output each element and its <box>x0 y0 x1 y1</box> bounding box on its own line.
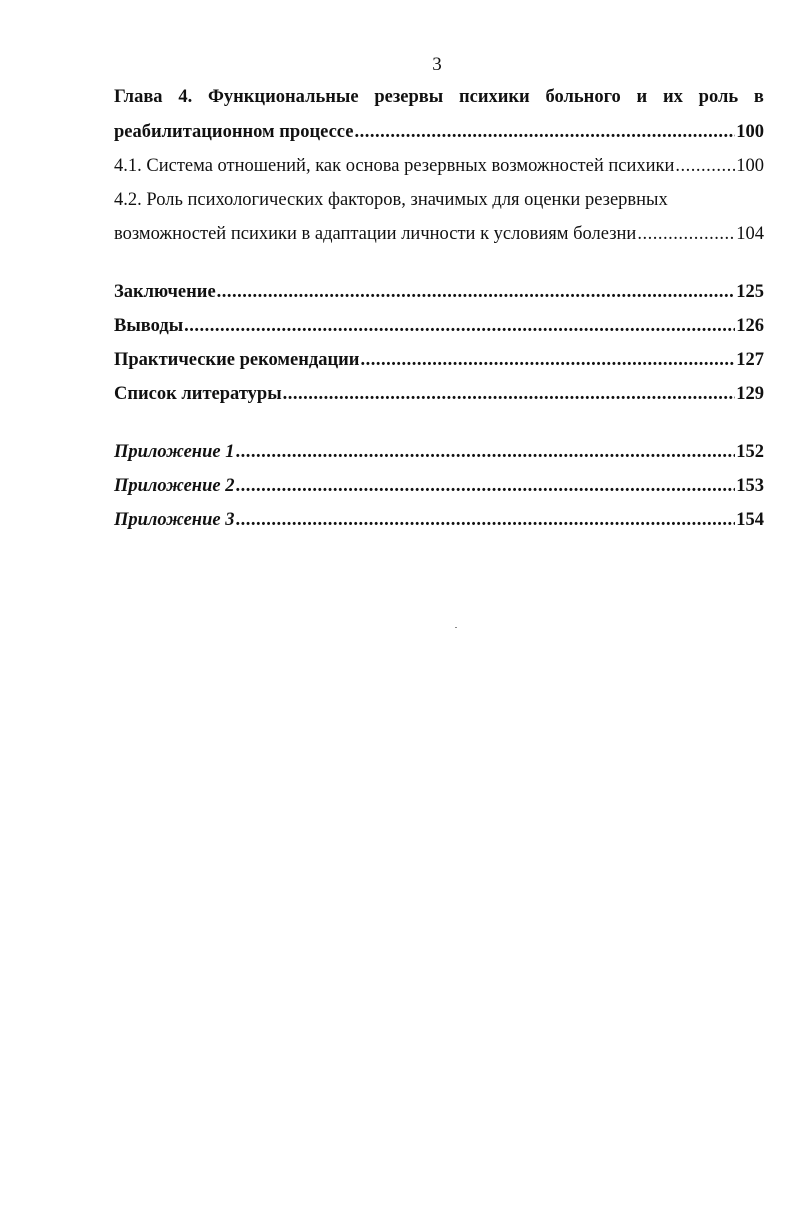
toc-entry-chapter4 <box>114 117 764 151</box>
toc-entry-page: 104 <box>736 224 764 244</box>
toc-entry-findings <box>114 311 764 345</box>
toc-chapter4-word: в <box>753 87 764 107</box>
toc-entry-page: 100 <box>736 156 764 176</box>
toc-entry-title: 4.1. Система отношений, как основа резервных возможностей психики <box>114 156 675 176</box>
dot-leader <box>184 311 735 341</box>
toc-chapter4-word: резервы <box>374 87 444 107</box>
dot-leader <box>235 471 735 501</box>
dot-leader <box>217 277 736 307</box>
toc-entry-page: 154 <box>736 510 764 530</box>
spacer <box>114 413 764 437</box>
toc-entry-title: Практические рекомендации <box>114 350 360 370</box>
toc-entry-title: Приложение 2 <box>114 476 235 496</box>
page-number: 3 <box>432 54 442 75</box>
toc-entry-title: реабилитационном процессе <box>114 122 354 142</box>
dot-leader <box>637 219 735 249</box>
toc-chapter4-word: психики <box>458 87 530 107</box>
toc-chapter4-word: 4. <box>178 87 193 107</box>
dot-leader <box>235 437 735 467</box>
dot-leader <box>283 379 736 409</box>
toc-entry-title: Заключение <box>114 282 216 302</box>
toc-entry-appendix-2 <box>114 471 764 505</box>
toc-entry-page: 127 <box>736 350 764 370</box>
toc-entry-references <box>114 379 764 413</box>
dot-leader <box>675 151 735 181</box>
toc-entry-page: 125 <box>736 282 764 302</box>
toc-entry-appendix-3 <box>114 505 764 539</box>
dot-leader <box>360 345 735 375</box>
toc-entry-conclusion <box>114 277 764 311</box>
toc-entry-page: 100 <box>736 122 764 142</box>
toc-entry-page: 126 <box>736 316 764 336</box>
dot-leader <box>354 117 735 147</box>
toc-entry-section-4-2-line1: 4.2. Роль психологических факторов, значимых для оценки резервных <box>114 190 668 210</box>
toc-chapter4-word: их <box>662 87 683 107</box>
toc-entry-title: Выводы <box>114 316 184 336</box>
toc-chapter4-title-line <box>114 83 764 117</box>
toc-entry-title: возможностей психики в адаптации личности к условиям болезни <box>114 224 637 244</box>
toc-entry-recommendations <box>114 345 764 379</box>
toc-entry-page: 152 <box>736 442 764 462</box>
toc-entry-title: Приложение 3 <box>114 510 235 530</box>
spacer <box>114 253 764 277</box>
toc-entry-title: Список литературы <box>114 384 282 404</box>
toc-chapter4-word: больного <box>545 87 621 107</box>
table-of-contents <box>114 83 764 539</box>
toc-entry-appendix-1 <box>114 437 764 471</box>
toc-chapter4-word: Глава <box>114 87 163 107</box>
toc-entry-page: 153 <box>736 476 764 496</box>
toc-entry-page: 129 <box>736 384 764 404</box>
dot-leader <box>235 505 735 535</box>
toc-chapter4-word: Функциональные <box>207 87 359 107</box>
scan-speck <box>455 627 457 628</box>
toc-chapter4-word: роль <box>698 87 739 107</box>
toc-entry-section-4-1 <box>114 151 764 185</box>
toc-entry-title: Приложение 1 <box>114 442 235 462</box>
toc-entry-section-4-2 <box>114 219 764 253</box>
toc-chapter4-word: и <box>636 87 648 107</box>
